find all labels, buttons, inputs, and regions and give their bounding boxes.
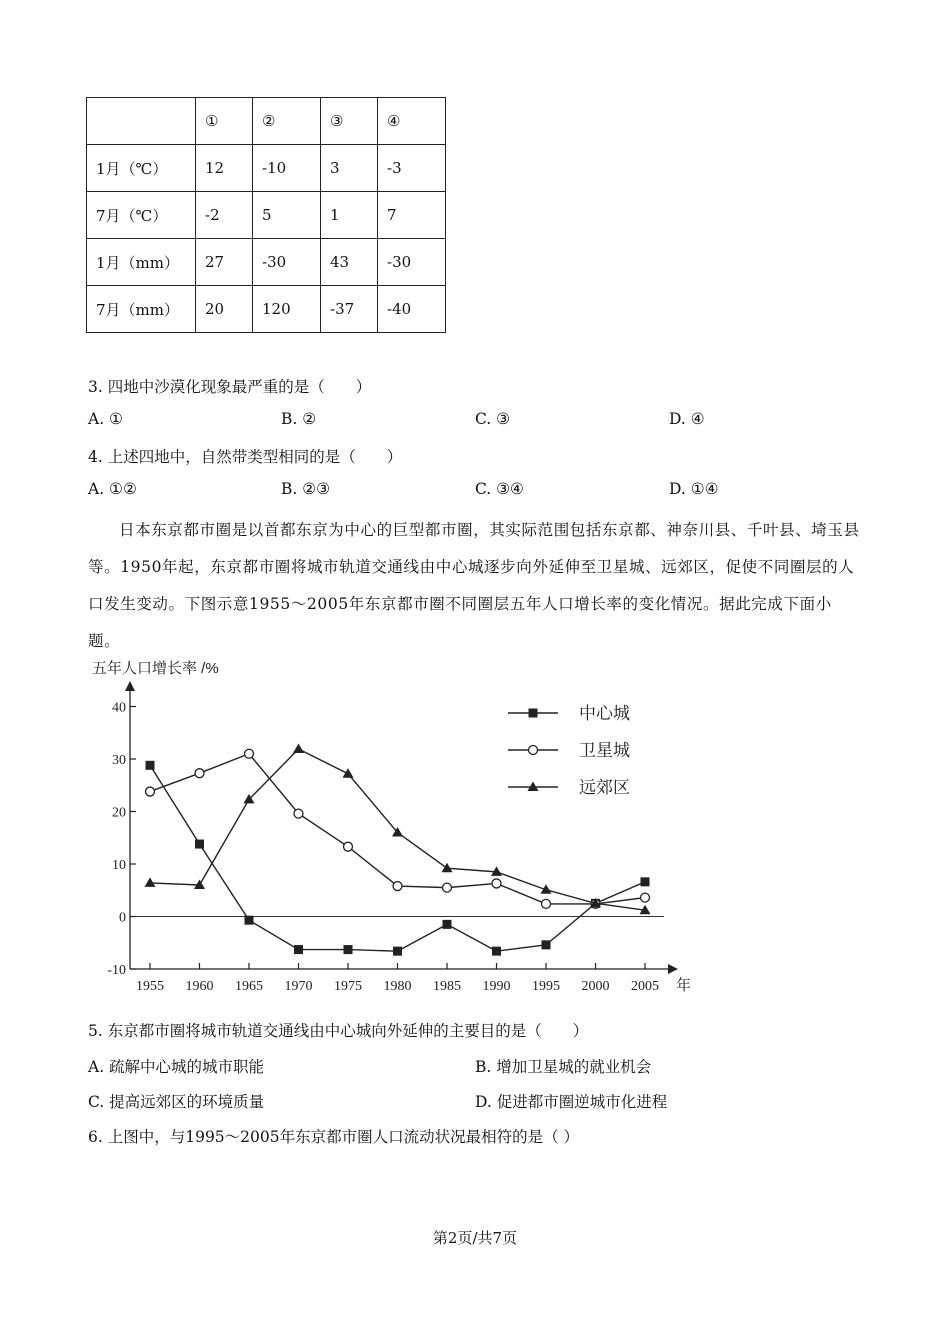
data-point-triangle [343,768,354,778]
data-point-square [245,916,254,925]
x-tick-label: 1985 [433,979,461,994]
q5-option-c[interactable]: C. 提高远郊区的环境质量 [88,1093,265,1111]
table-cell: 12 [196,145,253,192]
table-cell: -3 [378,145,446,192]
table-cell: 7月（℃） [87,192,196,239]
data-point-circle [195,769,204,778]
table-row [87,192,446,239]
data-point-triangle [528,782,539,792]
data-point-square [195,840,204,849]
table-header-row [87,98,446,145]
data-point-circle [529,746,538,755]
y-tick-label: 20 [112,805,126,821]
y-tick-label: 30 [112,753,126,768]
data-point-circle [245,749,254,758]
legend-label: 中心城 [579,704,630,723]
x-tick-label: 1995 [532,979,560,994]
q4-option-b[interactable]: B. ②③ [281,480,331,498]
table-cell: -30 [253,239,321,286]
data-point-circle [641,893,650,902]
population-growth-chart [80,655,700,1000]
data-point-circle [393,882,402,891]
table-cell: 27 [196,239,253,286]
table-cell: 7 [378,192,446,239]
data-point-square [294,945,303,954]
q3-option-c[interactable]: C. ③ [475,410,511,428]
table-row [87,286,446,333]
table-cell: -2 [196,192,253,239]
table-cell: -37 [321,286,378,333]
y-tick-label: 0 [119,910,126,926]
data-point-square [443,920,452,929]
data-point-circle [542,899,551,908]
table-row [87,145,446,192]
table-cell: 7月（mm） [87,286,196,333]
table-cell: ① [196,98,253,145]
table-row [87,239,446,286]
data-point-square [492,947,501,956]
q5-option-d[interactable]: D. 促进都市圈逆城市化进程 [475,1093,668,1111]
y-tick-label: -10 [107,963,126,978]
question-6-stem: 6. 上图中，与1995～2005年东京都市圈人口流动状况最相符的是（ ） [88,1128,580,1146]
data-point-square [393,947,402,956]
x-tick-label: 1965 [235,979,263,994]
data-point-triangle [145,877,156,887]
table-cell: ② [253,98,321,145]
legend-label: 卫星城 [579,741,630,760]
chart-legend [508,704,630,797]
data-point-circle [146,787,155,796]
data-point-square [641,877,650,886]
data-point-circle [443,883,452,892]
x-tick-label: 1960 [185,979,214,994]
x-tick-label: 1980 [383,979,412,994]
table-cell: 5 [253,192,321,239]
page-footer: 第2页/共7页 [432,1229,518,1247]
q3-option-d[interactable]: D. ④ [669,410,705,428]
series-filled-square [146,761,650,956]
data-point-triangle [442,863,453,873]
x-axis-arrow [668,964,678,974]
table-cell: 1月（mm） [87,239,196,286]
q4-option-d[interactable]: D. ①④ [669,480,719,498]
y-tick-label: 40 [112,700,126,716]
x-tick-label: 1955 [136,979,164,994]
q4-option-a[interactable]: A. ①② [88,480,137,498]
q3-option-a[interactable]: A. ① [88,410,123,428]
table-cell: 1月（℃） [87,145,196,192]
y-tick-label: 10 [112,858,126,873]
data-point-triangle [293,744,304,754]
question-4-stem: 4. 上述四地中，自然带类型相同的是（ ） [88,448,403,466]
table-cell: 20 [196,286,253,333]
x-axis-label: 年 [676,977,692,994]
q5-option-b[interactable]: B. 增加卫星城的就业机会 [475,1058,652,1076]
question-5-stem: 5. 东京都市圈将城市轨道交通线由中心城向外延伸的主要目的是（ ） [88,1022,589,1040]
data-point-square [542,940,551,949]
climate-table [86,97,446,333]
y-axis-label: 五年人口增长率 /% [92,660,219,677]
passage-text: 日本东京都市圈是以首都东京为中心的巨型都市圈，其实际范围包括东京都、神奈川县、千叶县、埼玉县等。1950年起，东京都市圈将城市轨道交通线由中心城逐步向外延伸至卫星城、远郊区，促使不同圈层的人口发生变动。下图示意1955～2005年东京都市圈不同圈层五年人口增长率的变化情况。据此完成下面小题。 [88,521,860,650]
table-cell: 3 [321,145,378,192]
series-line [150,765,645,951]
table-cell: -40 [378,286,446,333]
q5-option-a[interactable]: A. 疏解中心城的城市职能 [88,1058,265,1076]
data-point-square [529,709,538,718]
x-tick-label: 1975 [334,979,362,994]
table-cell: ③ [321,98,378,145]
table-cell: 43 [321,239,378,286]
x-tick-label: 1990 [482,979,511,994]
x-tick-label: 2005 [631,979,659,994]
data-point-square [344,945,353,954]
x-tick-label: 2000 [581,979,610,994]
table-cell: 120 [253,286,321,333]
data-point-circle [294,809,303,818]
data-point-square [146,761,155,770]
table-cell: ④ [378,98,446,145]
table-cell: 1 [321,192,378,239]
table-cell [87,98,196,145]
x-tick-label: 1970 [284,979,313,994]
data-point-circle [344,842,353,851]
question-3-stem: 3. 四地中沙漠化现象最严重的是（ ） [88,378,372,396]
y-axis-arrow [125,681,135,691]
chart-series [145,744,651,956]
q4-option-c[interactable]: C. ③④ [475,480,524,498]
data-point-circle [492,879,501,888]
q3-option-b[interactable]: B. ② [281,410,317,428]
table-cell: -30 [378,239,446,286]
table-cell: -10 [253,145,321,192]
legend-label: 远郊区 [579,778,630,797]
